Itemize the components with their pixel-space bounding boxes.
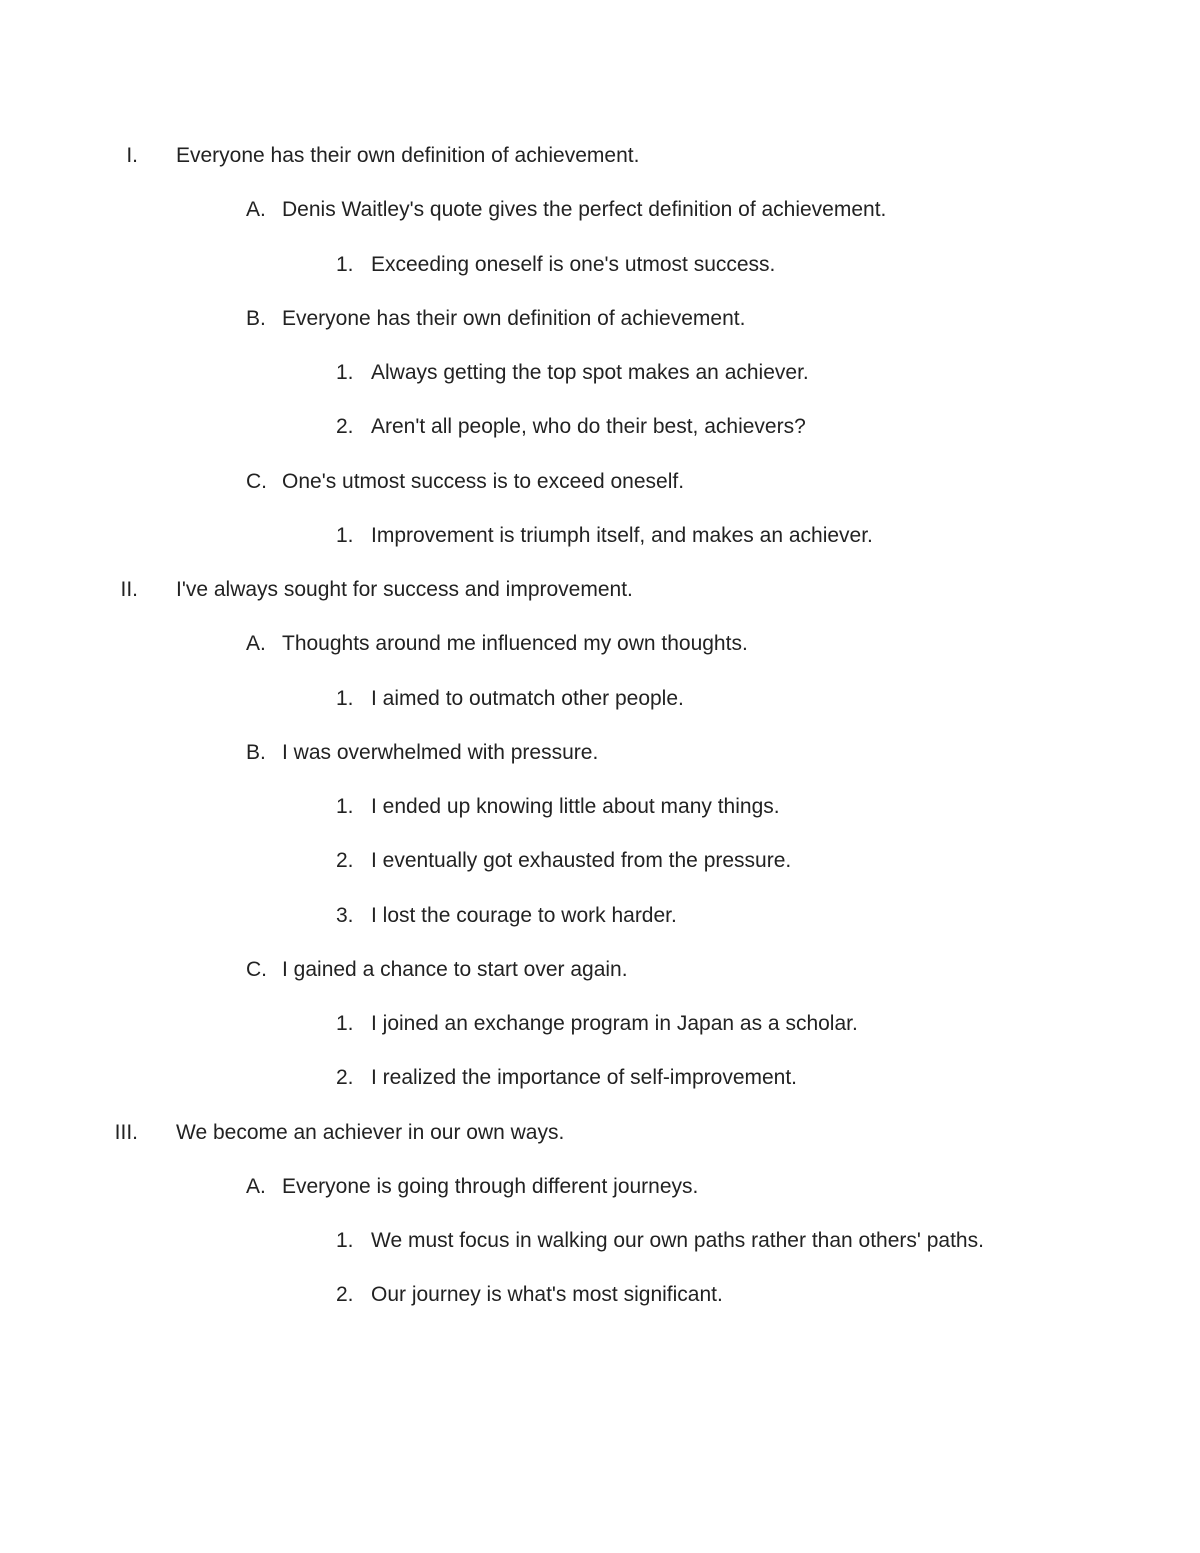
outline-marker: I. [126, 144, 138, 167]
outline-marker: C. [246, 957, 267, 981]
outline-item-level-3 [0, 358, 1200, 388]
outline-item-level-3 [0, 250, 1200, 280]
outline-text: I ended up knowing little about many things. [371, 795, 780, 818]
outline-text: I lost the courage to work harder. [371, 903, 677, 927]
outline-marker: 2. [336, 1283, 354, 1307]
outline-marker: C. [246, 469, 267, 493]
outline-text: Aren't all people, who do their best, achievers? [371, 415, 806, 439]
outline-item-level-1 [0, 1118, 1200, 1148]
outline-text: Denis Waitley's quote gives the perfect definition of achievement. [282, 198, 887, 222]
outline-item-level-1 [0, 575, 1200, 605]
outline-marker: 1. [336, 361, 354, 384]
outline-text: One's utmost success is to exceed oneself. [282, 469, 685, 493]
outline-text: Improvement is triumph itself, and makes an achiever. [371, 523, 873, 547]
outline-marker: A. [246, 198, 266, 222]
outline-marker: 1. [336, 795, 354, 818]
outline-text: Everyone is going through different journeys. [282, 1174, 699, 1198]
outline-item-level-3 [0, 1009, 1200, 1039]
outline-marker: 1. [336, 686, 354, 710]
outline-marker: A. [246, 632, 266, 656]
outline-text: I gained a chance to start over again. [282, 957, 628, 981]
outline-item-level-3 [0, 412, 1200, 442]
outline-item-level-3 [0, 901, 1200, 931]
outline-text: I eventually got exhausted from the pressure. [371, 849, 792, 873]
outline-item-level-2 [0, 195, 1200, 225]
outline-item-level-3 [0, 846, 1200, 876]
outline-item-level-2 [0, 738, 1200, 768]
outline-text: Everyone has their own definition of achievement. [176, 144, 640, 167]
outline-text: I was overwhelmed with pressure. [282, 740, 599, 764]
outline-item-level-3 [0, 684, 1200, 714]
outline-text: Our journey is what's most significant. [371, 1283, 723, 1307]
outline-text: I aimed to outmatch other people. [371, 686, 684, 710]
outline-item-level-3 [0, 1280, 1200, 1310]
outline-item-level-3 [0, 1063, 1200, 1093]
outline-item-level-3 [0, 521, 1200, 551]
outline-text: I joined an exchange program in Japan as a scholar. [371, 1012, 858, 1035]
outline-item-level-2 [0, 304, 1200, 334]
outline-marker: 1. [336, 252, 354, 276]
outline-text: Exceeding oneself is one's utmost success. [371, 252, 776, 276]
outline-item-level-3 [0, 792, 1200, 822]
outline-text: I've always sought for success and improvement. [176, 578, 633, 601]
outline-marker: II. [120, 578, 138, 601]
outline-text: We become an achiever in our own ways. [176, 1120, 565, 1144]
outline-marker: 3. [336, 903, 354, 927]
outline-marker: 2. [336, 1066, 354, 1090]
outline-text: We must focus in walking our own paths rather than others' paths. [371, 1229, 984, 1252]
outline-item-level-3 [0, 1226, 1200, 1256]
outline-marker: 1. [336, 523, 354, 547]
outline-item-level-2 [0, 467, 1200, 497]
outline-marker: A. [246, 1174, 266, 1198]
outline-marker: 2. [336, 849, 354, 873]
outline-marker: B. [246, 306, 266, 330]
outline-text: Always getting the top spot makes an achiever. [371, 361, 809, 384]
outline-text: Everyone has their own definition of achievement. [282, 306, 746, 330]
outline-marker: 1. [336, 1012, 354, 1035]
outline-marker: 1. [336, 1229, 354, 1252]
outline-item-level-2 [0, 629, 1200, 659]
outline-marker: B. [246, 740, 266, 764]
outline-marker: 2. [336, 415, 354, 439]
outline-text: I realized the importance of self-improvement. [371, 1066, 798, 1090]
outline-item-level-1 [0, 141, 1200, 171]
outline-item-level-2 [0, 1172, 1200, 1202]
outline-marker: III. [114, 1120, 138, 1144]
outline-item-level-2 [0, 955, 1200, 985]
outline-text: Thoughts around me influenced my own thoughts. [282, 632, 748, 656]
